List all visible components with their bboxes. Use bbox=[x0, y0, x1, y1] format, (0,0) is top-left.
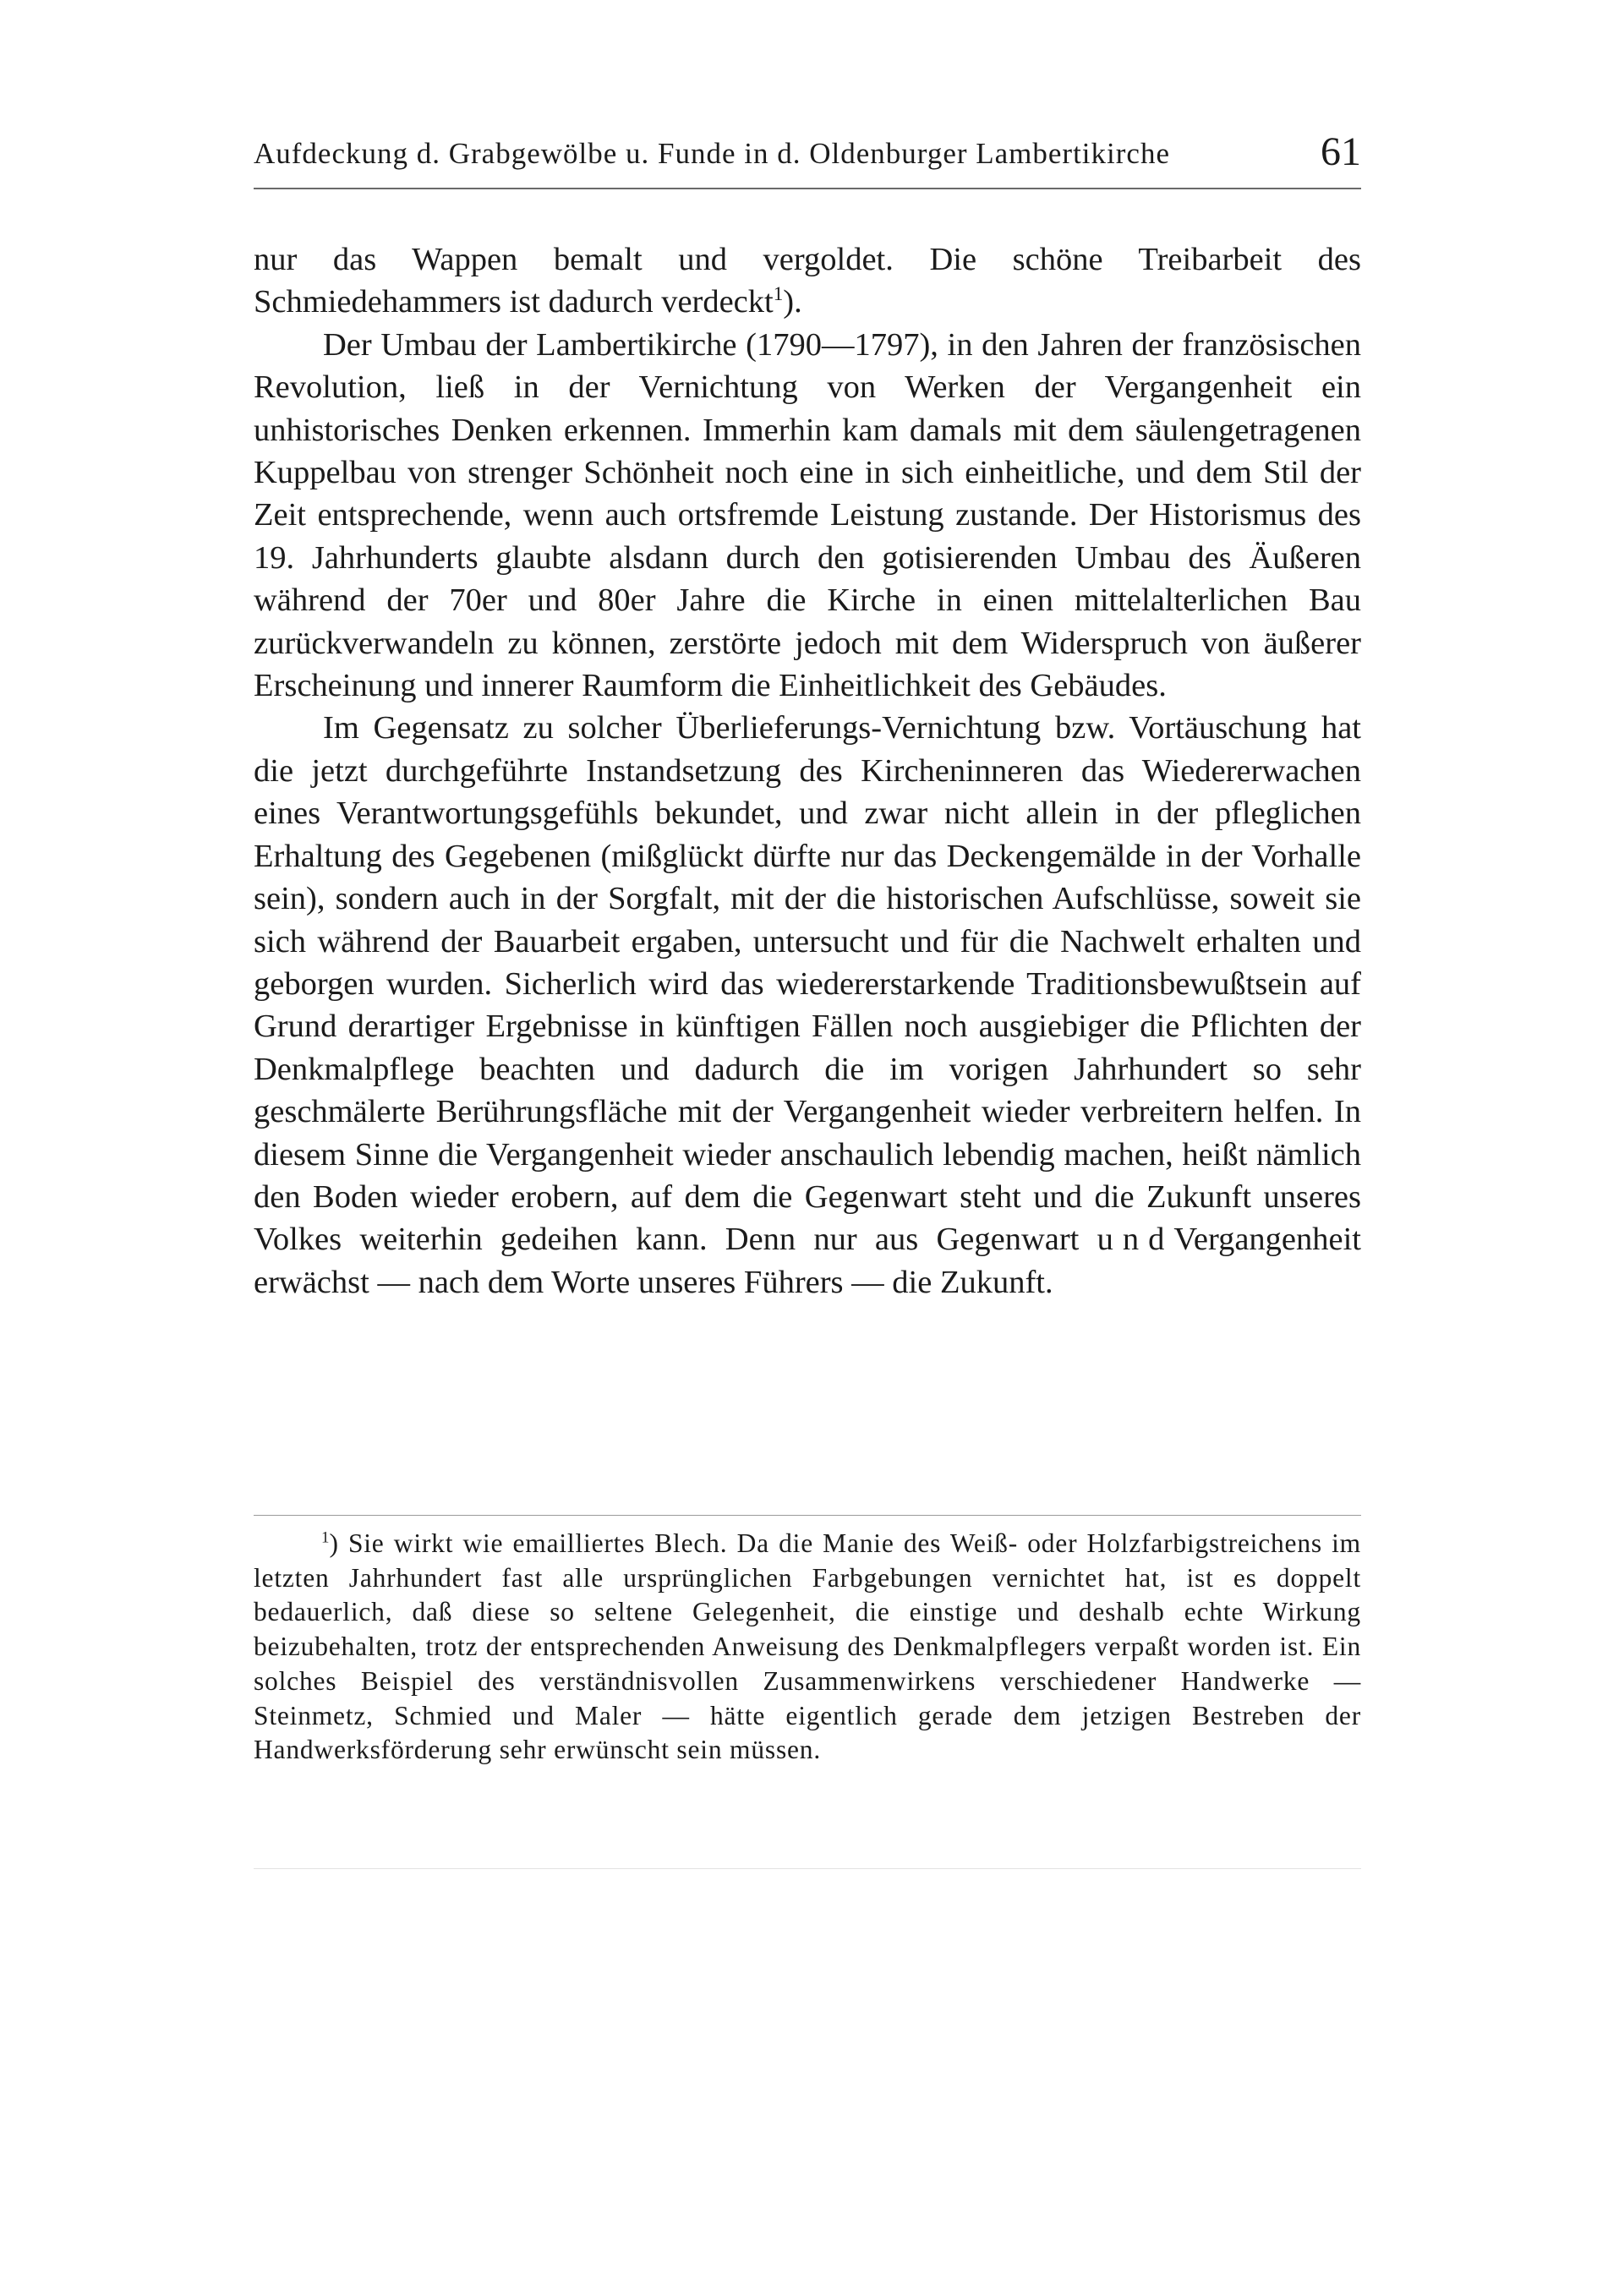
footnotes bbox=[254, 1527, 1361, 1768]
footnote-marker: 1 bbox=[321, 1528, 330, 1547]
paragraph-1-text: nur das Wappen bemalt und vergoldet. Die schöne Treibarbeit des Schmiedehammers ist dadurch verdeckt bbox=[254, 242, 1361, 320]
paragraph-1 bbox=[254, 238, 1361, 324]
footnote-1 bbox=[254, 1527, 1361, 1768]
paragraph-3-text: Im Gegensatz zu solcher Überlieferungs-Vernichtung bzw. Vortäuschung hat die jetzt durchgeführte Instandsetzung des Kircheninneren das Wiedererwachen eines Verantwortungsgefühls bekundet, und zwar nicht allein in der pfleglichen Erhaltung des Gegebenen (mißglückt dürfte nur das Deckengemälde in der Vorhalle sein), sondern auch in der Sorgfalt, mit der die historischen Aufschlüsse, soweit sie sich während der Bauarbeit ergaben, untersucht und für die Nachwelt erhalten und geborgen wurden. Sicherlich wird das wiedererstarkende Traditionsbewußtsein auf Grund derartiger Ergebnisse in künftigen Fällen noch ausgiebiger die Pflichten der Denkmalpflege beachten und dadurch die im vorigen Jahrhundert so sehr geschmälerte Berührungsfläche mit der Vergangenheit wieder verbreitern helfen. In diesem Sinne die Vergangenheit wieder anschaulich lebendig machen, heißt nämlich den Boden wieder erobern, auf dem die Gegenwart steht und die Zukunft unseres Volkes weiterhin gedeihen kann. Denn nur aus Gegenwart bbox=[254, 710, 1361, 1258]
page-header bbox=[254, 129, 1361, 184]
body-text bbox=[254, 238, 1361, 1304]
running-title: Aufdeckung d. Grabgewölbe u. Funde in d. Oldenburger Lambertikirche bbox=[254, 137, 1170, 170]
emphasized-word: und bbox=[1097, 1222, 1174, 1258]
paragraph-1-end: ). bbox=[783, 284, 802, 320]
bottom-rule bbox=[254, 1868, 1361, 1869]
paragraph-2: Der Umbau der Lambertikirche (1790—1797), in den Jahren der französischen Revolution, ließ in der Vernichtung von Werken der Vergangenheit ein unhistorisches Denken erkennen. Immerhin kam damals mit dem säulengetragenen Kuppelbau von strenger Schönheit noch eine in sich einheitliche, und dem Stil der Zeit entsprechende, wenn auch ortsfremde Leistung zustande. Der Historismus des 19. Jahrhunderts glaubte alsdann durch den gotisierenden Umbau des Äußeren während der 70er und 80er Jahre die Kirche in einen mittelalterlichen Bau zurückverwandeln zu können, zerstörte jedoch mit dem Widerspruch von äußerer Erscheinung und innerer Raumform die Einheitlichkeit des Gebäudes. bbox=[254, 326, 1361, 704]
header-rule bbox=[254, 188, 1361, 189]
footnote-rule bbox=[254, 1515, 1361, 1516]
footnote-text: Sie wirkt wie emailliertes Blech. Da die Manie des Weiß- oder Holzfarbigstreichens im letzten Jahrhundert fast alle ursprünglichen Farbgebungen vernichtet hat, ist es doppelt bedauerlich, daß diese so seltene Gelegenheit, die einstige und deshalb echte Wirkung beizubehalten, trotz der entsprechenden Anweisung des Denkmalpflegers verpaßt worden ist. Ein solches Beispiel des verständnisvollen Zusammenwirkens verschiedener Handwerke — Steinmetz, Schmied und Maler — hätte eigentlich gerade dem jetzigen Bestreben der Handwerksförderung sehr erwünscht sein müssen. bbox=[254, 1528, 1361, 1765]
page-number: 61 bbox=[1321, 129, 1361, 174]
footnote-reference: 1 bbox=[773, 282, 784, 305]
footnote-marker-close: ) bbox=[329, 1528, 339, 1558]
paragraph-3 bbox=[254, 707, 1361, 1304]
paragraph-3-conclusion: Vergangenheit erwächst — nach dem Worte unseres Führers — die Zukunft. bbox=[254, 1222, 1361, 1300]
